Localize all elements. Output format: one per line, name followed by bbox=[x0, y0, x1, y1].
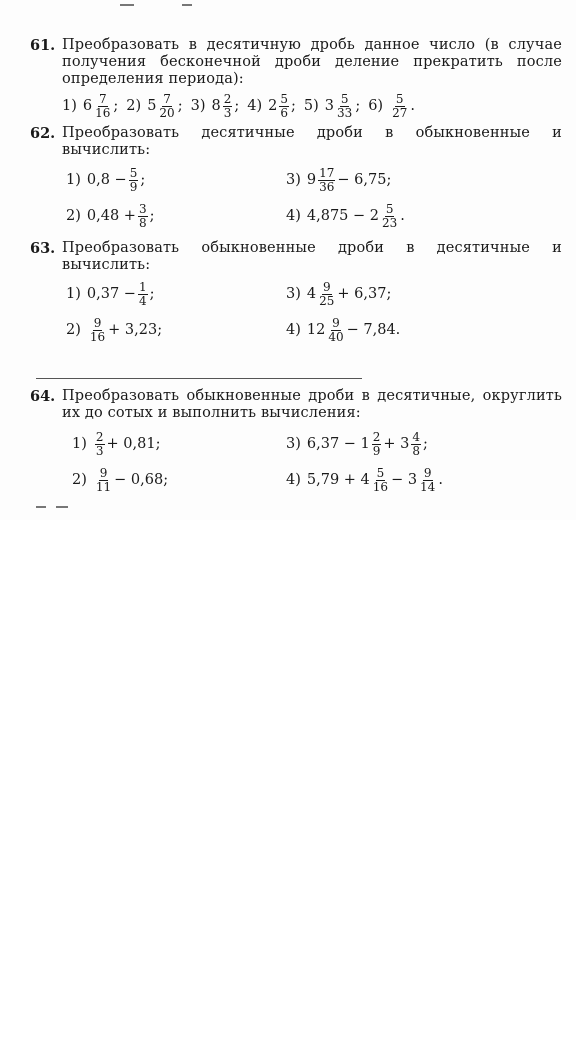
expression-64-1: 1) $\frac{2}{3}$ + 0,81; bbox=[72, 429, 161, 458]
fraction: $\frac{9}{40}$ bbox=[328, 315, 344, 344]
cut-text-mark bbox=[36, 506, 46, 508]
expression-62-2: 2) 0,48 + $\frac{3}{8}$ ; bbox=[66, 201, 155, 230]
item-2: 2) 5 $\frac{7}{20}$ ; bbox=[126, 91, 183, 120]
fraction: $\frac{5}{33}$ bbox=[337, 91, 353, 120]
fraction: $\frac{9}{11}$ bbox=[95, 465, 112, 494]
expression-63-2: 2) $\frac{9}{16}$ + 3,23; bbox=[66, 315, 163, 344]
fraction: $\frac{5}{27}$ bbox=[392, 91, 408, 120]
fraction: $\frac{4}{8}$ bbox=[412, 429, 421, 458]
fraction: $\frac{2}{9}$ bbox=[372, 429, 381, 458]
fraction: $\frac{7}{20}$ bbox=[159, 91, 175, 120]
item-6: 6) $\frac{5}{27}$ . bbox=[368, 91, 415, 120]
fraction: $\frac{9}{25}$ bbox=[319, 279, 335, 308]
fraction: $\frac{17}{36}$ bbox=[319, 165, 335, 194]
fraction: $\frac{7}{16}$ bbox=[95, 91, 111, 120]
problem-61-items bbox=[62, 86, 423, 126]
fraction: $\frac{5}{6}$ bbox=[280, 91, 289, 120]
problem-64 bbox=[30, 388, 562, 422]
item-3: 3) 8 $\frac{2}{3}$ ; bbox=[190, 91, 240, 120]
fraction: $\frac{2}{3}$ bbox=[95, 429, 104, 458]
expression-64-2: 2) $\frac{9}{11}$ − 0,68; bbox=[72, 465, 169, 494]
fraction: $\frac{3}{8}$ bbox=[138, 201, 147, 230]
problem-text: Преобразовать в десятичную дробь данное число (в случае получения бесконечной дроби деление прекратить после определения периода): bbox=[62, 37, 562, 87]
expression-62-4: 4) 4,875 − 2 $\frac{5}{23}$ . bbox=[286, 201, 405, 230]
problem-number: 63. bbox=[30, 240, 56, 257]
expression-63-1: 1) 0,37 − $\frac{1}{4}$ ; bbox=[66, 279, 155, 308]
problem-text: Преобразовать десятичные дроби в обыкновенные и вычислить: bbox=[62, 125, 562, 158]
problem-text: Преобразовать обыкновенные дроби в десятичные, округлить их до сотых и выполнить вычисления: bbox=[62, 388, 562, 421]
problem-number: 64. bbox=[30, 388, 56, 405]
item-5: 5) 3 $\frac{5}{33}$ ; bbox=[303, 91, 361, 120]
problem-text: Преобразовать обыкновенные дроби в десятичные и вычислить: bbox=[62, 240, 562, 273]
textbook-page bbox=[0, 0, 576, 520]
problem-61 bbox=[30, 37, 562, 88]
page-divider bbox=[36, 378, 362, 379]
problem-63 bbox=[30, 240, 562, 274]
cut-text-mark bbox=[120, 4, 134, 6]
problem-62 bbox=[30, 125, 562, 159]
fraction: $\frac{2}{3}$ bbox=[223, 91, 232, 120]
cut-text-mark bbox=[182, 4, 192, 6]
expression-62-3: 3) 9 $\frac{17}{36}$ − 6,75; bbox=[286, 165, 392, 194]
cut-text-mark bbox=[56, 506, 68, 508]
expression-64-3: 3) 6,37 − 1 $\frac{2}{9}$ + 3 $\frac{4}{8}$ ; bbox=[286, 429, 428, 458]
item-4: 4) 2 $\frac{5}{6}$ ; bbox=[247, 91, 296, 120]
expression-62-1: 1) 0,8 − $\frac{5}{9}$ ; bbox=[66, 165, 146, 194]
fraction: $\frac{1}{4}$ bbox=[138, 279, 147, 308]
fraction: $\frac{5}{9}$ bbox=[129, 165, 138, 194]
item-1: 1) 6 $\frac{7}{16}$ ; bbox=[62, 91, 119, 120]
expression-63-4: 4) 12 $\frac{9}{40}$ − 7,84. bbox=[286, 315, 401, 344]
fraction: $\frac{5}{23}$ bbox=[382, 201, 398, 230]
problem-number: 61. bbox=[30, 37, 56, 54]
problem-number: 62. bbox=[30, 125, 56, 142]
expression-64-4: 4) 5,79 + 4 $\frac{5}{16}$ − 3 $\frac{9}{14}$ . bbox=[286, 465, 443, 494]
fraction: $\frac{5}{16}$ bbox=[372, 465, 389, 494]
fraction: $\frac{9}{14}$ bbox=[420, 465, 436, 494]
fraction: $\frac{9}{16}$ bbox=[89, 315, 106, 344]
expression-63-3: 3) 4 $\frac{9}{25}$ + 6,37; bbox=[286, 279, 392, 308]
